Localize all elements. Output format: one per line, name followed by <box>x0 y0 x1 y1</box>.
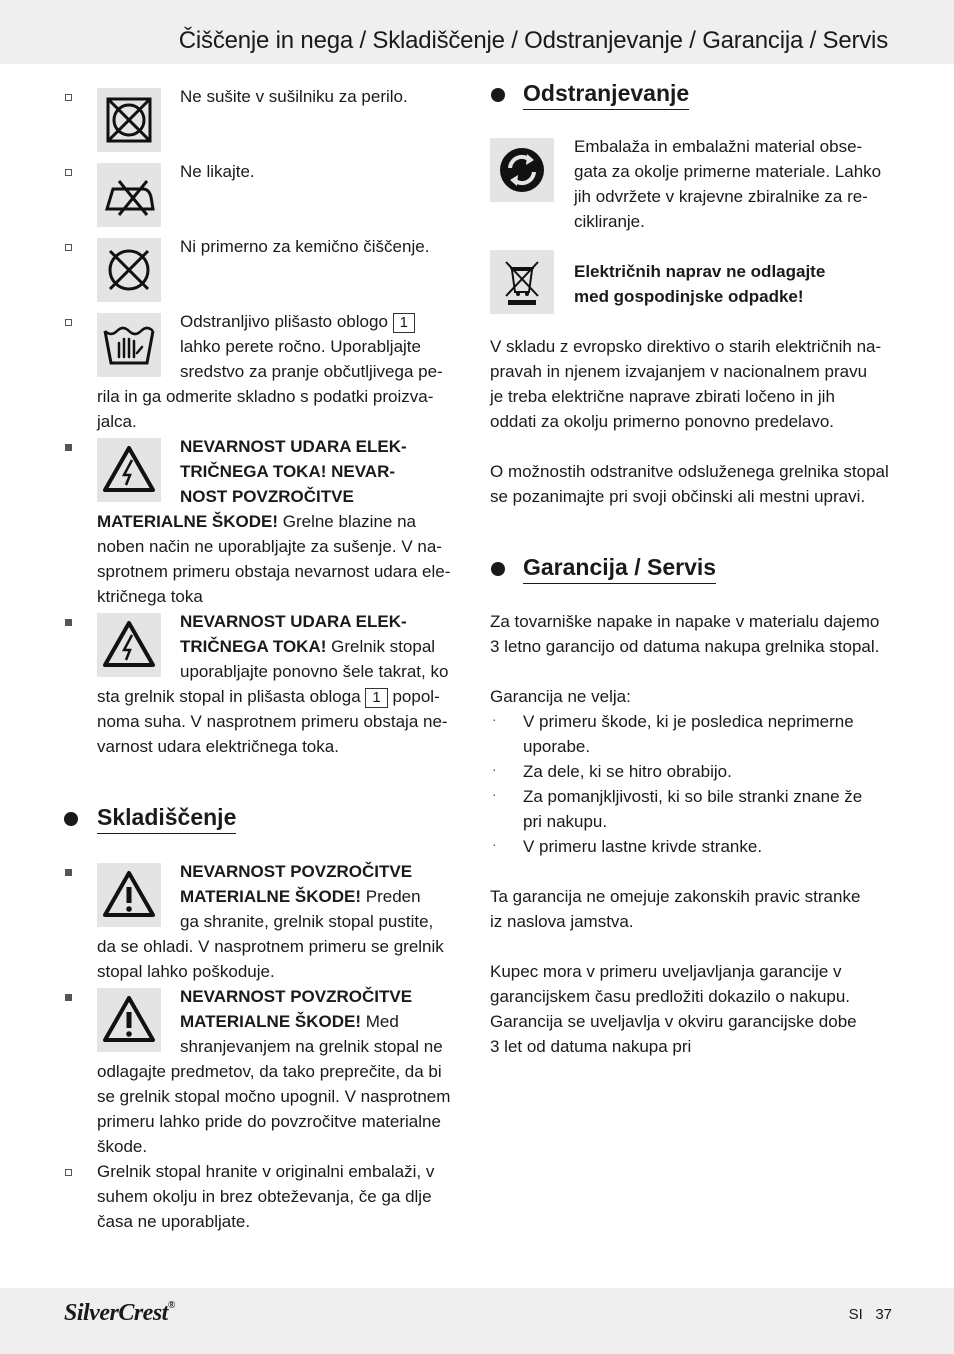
warranty-item1-line1: V primeru škode, ki je posledica neprimerne <box>523 712 854 731</box>
storage-warning2-line2: MATERIALNE ŠKODE! Med <box>180 1012 399 1031</box>
care-hand-wash-line3: sredstvo za pranje občutljivega pe- <box>180 362 443 381</box>
storage-warning1-line1: NEVARNOST POVZROČITVE <box>180 862 413 881</box>
care-warning2-line3: uporabljajte ponovno šele takrat, ko <box>180 662 449 681</box>
page-info <box>849 1306 892 1323</box>
care-warning1-line3: NOST POVZROČITVE <box>180 487 354 506</box>
section-bullet-icon <box>64 812 78 826</box>
electric-shock-warning-icon <box>97 438 161 502</box>
no-dry-clean-icon <box>97 238 161 302</box>
no-iron-icon <box>97 163 161 227</box>
care-warning1-line7: ktričnega toka <box>97 587 203 606</box>
list-bullet <box>65 94 72 101</box>
disposal-pack-line4: cikliranje. <box>574 212 645 231</box>
care-warning1-line4: MATERIALNE ŠKODE! Grelne blazine na <box>97 512 416 531</box>
warranty-item1-line2: uporabe. <box>523 737 591 756</box>
list-dot: · <box>492 711 497 727</box>
hand-wash-icon <box>97 313 161 377</box>
disposal-info-line1: O možnostih odstranitve odsluženega grelnika stopal <box>490 462 889 481</box>
list-bullet <box>65 444 72 451</box>
warranty-item2: Za dele, ki se hitro obrabijo. <box>523 762 732 781</box>
care-warning2-line2: TRIČNEGA TOKA! Grelnik stopal <box>180 637 436 656</box>
list-bullet <box>65 994 72 1001</box>
care-warning2-line4: sta grelnik stopal in plišasta obloga 1 popol- <box>97 687 440 706</box>
disposal-weee-line2: med gospodinjske odpadke! <box>574 287 804 306</box>
disposal-info-line2: se pozanimajte pri svoji občinski ali mestni upravi. <box>490 487 866 506</box>
storage-warning2-line4: odlagajte predmetov, da tako preprečite, da bi <box>97 1062 442 1081</box>
care-warning1-line5: noben način ne uporabljajte za sušenje. V na- <box>97 537 442 556</box>
warranty-item4: V primeru lastne krivde stranke. <box>523 837 763 856</box>
storage-warning2-line1: NEVARNOST POVZROČITVE <box>180 987 413 1006</box>
disposal-weee-line1: Električnih naprav ne odlagajte <box>574 262 826 281</box>
section-bullet-icon <box>491 88 505 102</box>
warranty-claim-line1: Kupec mora v primeru uveljavljanja garancije v <box>490 962 842 981</box>
care-warning2-line5: noma suha. V nasprotnem primeru obstaja ne- <box>97 712 448 731</box>
care-hand-wash-line2: lahko perete ročno. Uporabljajte <box>180 337 421 356</box>
care-warning1-line1: NEVARNOST UDARA ELEK- <box>180 437 407 456</box>
storage-warning2-line5: se grelnik stopal močno upognil. V nasprotnem <box>97 1087 451 1106</box>
warranty-rights-line1: Ta garancija ne omejuje zakonskih pravic stranke <box>490 887 861 906</box>
disposal-directive-line1: V skladu z evropsko direktivo o starih električnih na- <box>490 337 882 356</box>
warranty-not-valid: Garancija ne velja: <box>490 687 631 706</box>
care-hand-wash-line5: jalca. <box>97 412 137 431</box>
warranty-intro-line2: 3 letno garancijo od datuma nakupa grelnika stopal. <box>490 637 880 656</box>
disposal-directive-line4: oddati za okolju primerno ponovno predelavo. <box>490 412 835 431</box>
disposal-directive-line3: je treba električne naprave zbirati ločeno in jih <box>490 387 835 406</box>
warranty-rights-line2: iz naslova jamstva. <box>490 912 634 931</box>
disposal-directive-line2: pravah in njenem izvajanjem v nacionalnem pravu <box>490 362 868 381</box>
storage-warning2-line3: shranjevanjem na grelnik stopal ne <box>180 1037 443 1056</box>
care-warning2-line6: varnost udara električnega toka. <box>97 737 339 756</box>
list-bullet <box>65 1169 72 1176</box>
list-dot: · <box>492 761 497 777</box>
section-heading-storage: Skladiščenje <box>97 804 236 834</box>
weee-crossed-bin-icon <box>490 250 554 314</box>
care-warning1-line2: TRIČNEGA TOKA! NEVAR- <box>180 462 396 481</box>
caution-warning-icon <box>97 988 161 1052</box>
section-heading-warranty: Garancija / Servis <box>523 554 716 584</box>
list-dot: · <box>492 836 497 852</box>
care-warning2-line1: NEVARNOST UDARA ELEK- <box>180 612 407 631</box>
list-bullet <box>65 169 72 176</box>
part-ref-badge: 1 <box>393 313 415 333</box>
warranty-claim-line4: 3 let od datuma nakupa pri <box>490 1037 692 1056</box>
list-bullet <box>65 244 72 251</box>
storage-warning1-line2: MATERIALNE ŠKODE! Preden <box>180 887 421 906</box>
page-title: Čiščenje in nega / Skladiščenje / Odstranjevanje / Garancija / Servis <box>178 27 888 54</box>
warranty-item3-line1: Za pomanjkljivosti, ki so bile stranki znane že <box>523 787 863 806</box>
warranty-claim-line3: Garancija se uveljavlja v okviru garancijske dobe <box>490 1012 857 1031</box>
disposal-pack-line3: jih odvržete v krajevne zbiralnike za re- <box>574 187 868 206</box>
care-hand-wash-line1: Odstranljivo plišasto oblogo 1 <box>180 309 415 334</box>
storage-note-line1: Grelnik stopal hranite v originalni embalaži, v <box>97 1162 435 1181</box>
electric-shock-warning-icon <box>97 613 161 677</box>
green-dot-recycling-icon <box>490 138 554 202</box>
storage-note-line2: suhem okolju in brez obteževanja, če ga dlje <box>97 1187 432 1206</box>
storage-warning1-line4: da se ohladi. V nasprotnem primeru se grelnik <box>97 937 444 956</box>
care-hand-wash-line4: rila in ga odmerite skladno s podatki proizva- <box>97 387 434 406</box>
list-bullet <box>65 619 72 626</box>
brand-logo: SilverCrest® <box>64 1300 175 1326</box>
care-no-iron: Ne likajte. <box>180 162 255 181</box>
disposal-pack-line2: gata za okolje primerne materiale. Lahko <box>574 162 882 181</box>
list-bullet <box>65 869 72 876</box>
storage-warning2-line7: škode. <box>97 1137 148 1156</box>
language-code: SI <box>848 1306 863 1323</box>
care-no-dryer: Ne sušite v sušilniku za perilo. <box>180 87 408 106</box>
page-number: 37 <box>875 1306 892 1323</box>
care-no-chem: Ni primerno za kemično čiščenje. <box>180 237 430 256</box>
warranty-intro-line1: Za tovarniške napake in napake v materialu dajemo <box>490 612 880 631</box>
section-heading-disposal: Odstranjevanje <box>523 80 689 110</box>
storage-warning2-line6: primeru lahko pride do povzročitve materialne <box>97 1112 441 1131</box>
list-dot: · <box>492 786 497 802</box>
storage-note-line3: časa ne uporabljate. <box>97 1212 251 1231</box>
warranty-claim-line2: garancijskem času predložiti dokazilo o nakupu. <box>490 987 851 1006</box>
no-tumble-dry-icon <box>97 88 161 152</box>
warranty-item3-line2: pri nakupu. <box>523 812 608 831</box>
care-warning1-line6: sprotnem primeru obstaja nevarnost udara ele- <box>97 562 451 581</box>
part-ref-badge: 1 <box>365 688 387 708</box>
section-bullet-icon <box>491 562 505 576</box>
storage-warning1-line5: stopal lahko poškoduje. <box>97 962 275 981</box>
disposal-pack-line1: Embalaža in embalažni material obse- <box>574 137 863 156</box>
list-bullet <box>65 319 72 326</box>
caution-warning-icon <box>97 863 161 927</box>
storage-warning1-line3: ga shranite, grelnik stopal pustite, <box>180 912 434 931</box>
